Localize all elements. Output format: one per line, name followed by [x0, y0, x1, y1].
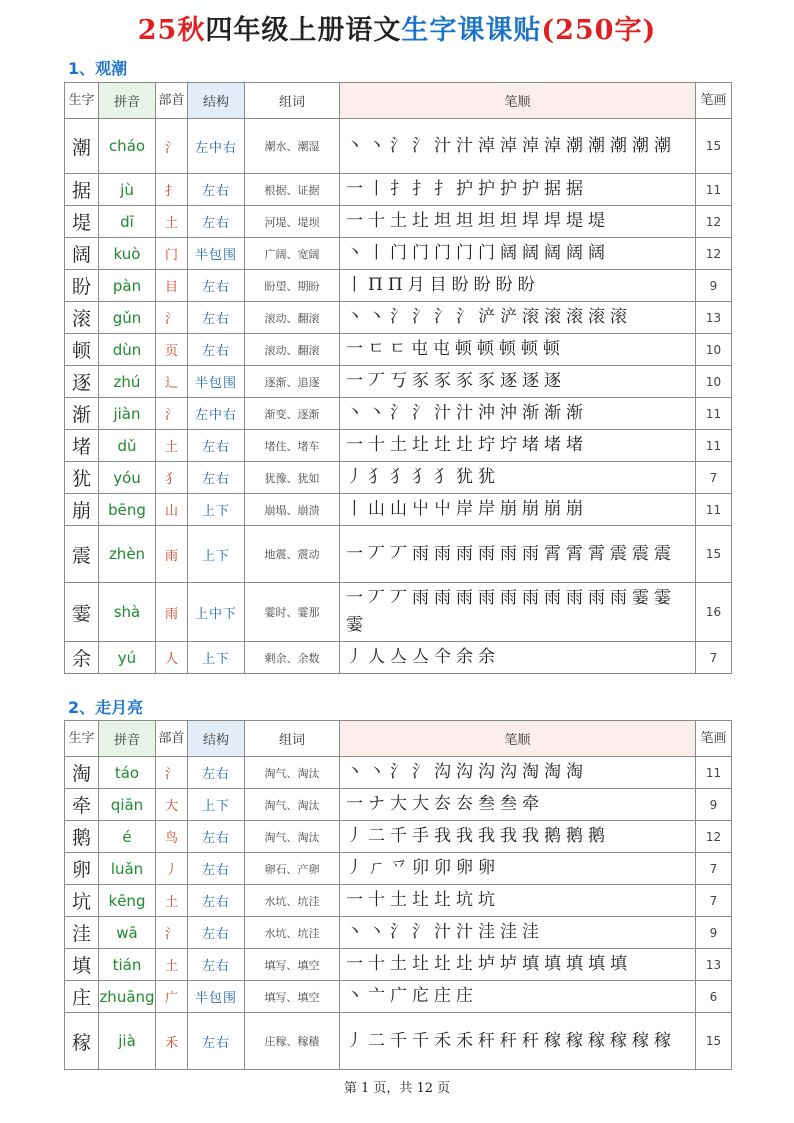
words-cell: 根据、证据	[245, 174, 340, 206]
structure-cell: 上下	[188, 789, 245, 821]
words-cell: 填写、填空	[245, 949, 340, 981]
pinyin-cell: kēng	[99, 885, 156, 917]
title-part-name: 生字课课贴	[401, 15, 542, 46]
header-radical: 部首	[156, 721, 188, 757]
pinyin-cell: luǎn	[99, 853, 156, 885]
radical-cell: 氵	[156, 119, 188, 174]
words-cell: 卵石、产卵	[245, 853, 340, 885]
stroke-count-cell: 7	[696, 462, 732, 494]
char-cell: 滚	[65, 302, 99, 334]
structure-cell: 左右	[188, 885, 245, 917]
char-cell: 卵	[65, 853, 99, 885]
header-char: 生字	[65, 721, 99, 757]
structure-cell: 左右	[188, 206, 245, 238]
table-row	[65, 981, 732, 1013]
structure-cell: 左中右	[188, 398, 245, 430]
radical-cell: 犭	[156, 462, 188, 494]
char-cell: 淘	[65, 757, 99, 789]
stroke-order-cell: 一丆丂豕豕豕豕逐逐逐	[340, 366, 696, 398]
table-row	[65, 334, 732, 366]
stroke-order-cell: 一丆丆雨雨雨雨雨雨霄霄霄震震震	[340, 526, 696, 583]
table-header-row	[65, 83, 732, 119]
pinyin-cell: gǔn	[99, 302, 156, 334]
pinyin-cell: qiān	[99, 789, 156, 821]
stroke-order-cell: 丶丶氵氵沟沟沟沟淘淘淘	[340, 757, 696, 789]
radical-cell: 土	[156, 430, 188, 462]
header-words: 组词	[245, 83, 340, 119]
stroke-count-cell: 11	[696, 494, 732, 526]
page-title	[0, 8, 794, 47]
stroke-count-cell: 7	[696, 853, 732, 885]
stroke-order-cell: 丿ㄏ乊卯卯卵卵	[340, 853, 696, 885]
stroke-count-cell: 15	[696, 1013, 732, 1070]
char-cell: 鹅	[65, 821, 99, 853]
stroke-count-cell: 13	[696, 949, 732, 981]
char-cell: 堤	[65, 206, 99, 238]
radical-cell: 页	[156, 334, 188, 366]
stroke-count-cell: 9	[696, 270, 732, 302]
words-cell: 广阔、宽阔	[245, 238, 340, 270]
table-row	[65, 366, 732, 398]
table-row	[65, 302, 732, 334]
char-cell: 顿	[65, 334, 99, 366]
words-cell: 崩塌、崩溃	[245, 494, 340, 526]
char-cell: 稼	[65, 1013, 99, 1070]
pinyin-cell: táo	[99, 757, 156, 789]
words-cell: 淘气、淘汰	[245, 821, 340, 853]
page-footer: 第 1 页，共 12 页	[343, 1081, 451, 1096]
radical-cell: 氵	[156, 302, 188, 334]
stroke-order-cell: 丨ΠΠ月目盼盼盼盼	[340, 270, 696, 302]
radical-cell: 土	[156, 949, 188, 981]
structure-cell: 上下	[188, 526, 245, 583]
stroke-order-cell: 一十土圵坦坦坦坦垾垾堤堤	[340, 206, 696, 238]
structure-cell: 左右	[188, 462, 245, 494]
radical-cell: 氵	[156, 917, 188, 949]
table-row	[65, 238, 732, 270]
structure-cell: 上下	[188, 494, 245, 526]
radical-cell: 目	[156, 270, 188, 302]
radical-cell: 广	[156, 981, 188, 1013]
words-cell: 淘气、淘汰	[245, 757, 340, 789]
table-row	[65, 949, 732, 981]
stroke-count-cell: 9	[696, 917, 732, 949]
table-row	[65, 885, 732, 917]
pinyin-cell: jù	[99, 174, 156, 206]
stroke-count-cell: 7	[696, 642, 732, 674]
radical-cell: 扌	[156, 174, 188, 206]
title-part-count: (250字)	[541, 15, 657, 46]
char-cell: 牵	[65, 789, 99, 821]
structure-cell: 左右	[188, 949, 245, 981]
stroke-count-cell: 15	[696, 119, 732, 174]
radical-cell: 土	[156, 206, 188, 238]
pinyin-cell: jià	[99, 1013, 156, 1070]
structure-cell: 半包围	[188, 366, 245, 398]
stroke-order-cell: 一丆丆雨雨雨雨雨雨雨雨雨雨霎霎霎	[340, 583, 696, 642]
radical-cell: 氵	[156, 757, 188, 789]
structure-cell: 左右	[188, 917, 245, 949]
char-cell: 潮	[65, 119, 99, 174]
section-title: 1、观潮	[68, 59, 128, 78]
pinyin-cell: bēng	[99, 494, 156, 526]
stroke-order-cell: 一十土圵圵坑坑	[340, 885, 696, 917]
stroke-order-cell: 丶丶氵氵汁汁淖淖淖淖潮潮潮潮潮	[340, 119, 696, 174]
char-cell: 洼	[65, 917, 99, 949]
stroke-order-cell: 丶丶氵氵汁汁沖沖渐渐渐	[340, 398, 696, 430]
radical-cell: 大	[156, 789, 188, 821]
header-pinyin: 拼音	[99, 721, 156, 757]
title-part-term: 25秋	[137, 15, 206, 46]
header-stroke-count: 笔画	[696, 721, 732, 757]
table-row	[65, 174, 732, 206]
char-cell: 渐	[65, 398, 99, 430]
words-cell: 水坑、坑洼	[245, 885, 340, 917]
stroke-count-cell: 11	[696, 398, 732, 430]
pinyin-cell: cháo	[99, 119, 156, 174]
table-row	[65, 462, 732, 494]
header-pinyin: 拼音	[99, 83, 156, 119]
structure-cell: 上下	[188, 642, 245, 674]
structure-cell: 左右	[188, 821, 245, 853]
stroke-count-cell: 6	[696, 981, 732, 1013]
pinyin-cell: dǔ	[99, 430, 156, 462]
words-cell: 庄稼、稼穑	[245, 1013, 340, 1070]
table-row	[65, 789, 732, 821]
words-cell: 霎时、霎那	[245, 583, 340, 642]
radical-cell: 人	[156, 642, 188, 674]
table-row	[65, 642, 732, 674]
words-cell: 滚动、翻滚	[245, 302, 340, 334]
stroke-order-cell: 丶亠广庀庄庄	[340, 981, 696, 1013]
structure-cell: 左右	[188, 270, 245, 302]
radical-cell: 雨	[156, 583, 188, 642]
pinyin-cell: tián	[99, 949, 156, 981]
stroke-count-cell: 9	[696, 789, 732, 821]
header-structure: 结构	[188, 83, 245, 119]
stroke-order-cell: 一丨扌扌扌护护护护据据	[340, 174, 696, 206]
header-radical: 部首	[156, 83, 188, 119]
title-part-grade: 四年级上册语文	[205, 15, 402, 46]
stroke-order-cell: 丶丶氵氵汁汁洼洼洼	[340, 917, 696, 949]
char-cell: 盼	[65, 270, 99, 302]
stroke-count-cell: 7	[696, 885, 732, 917]
words-cell: 渐变、逐渐	[245, 398, 340, 430]
header-char: 生字	[65, 83, 99, 119]
table-row	[65, 526, 732, 583]
table-row	[65, 757, 732, 789]
structure-cell: 上中下	[188, 583, 245, 642]
pinyin-cell: wā	[99, 917, 156, 949]
table-row	[65, 398, 732, 430]
char-cell: 据	[65, 174, 99, 206]
stroke-count-cell: 15	[696, 526, 732, 583]
stroke-count-cell: 13	[696, 302, 732, 334]
table-row	[65, 494, 732, 526]
words-cell: 潮水、潮湿	[245, 119, 340, 174]
stroke-order-cell: 一ㄷㄷ屯屯顿顿顿顿顿	[340, 334, 696, 366]
table-row	[65, 917, 732, 949]
stroke-order-cell: 一ナ大大厺厺叁叁牵	[340, 789, 696, 821]
header-stroke-order: 笔顺	[340, 721, 696, 757]
radical-cell: 山	[156, 494, 188, 526]
char-cell: 崩	[65, 494, 99, 526]
header-stroke-count: 笔画	[696, 83, 732, 119]
stroke-order-cell: 丶丨门门门门门阔阔阔阔阔	[340, 238, 696, 270]
structure-cell: 左右	[188, 302, 245, 334]
words-cell: 剩余、余数	[245, 642, 340, 674]
pinyin-cell: zhuāng	[99, 981, 156, 1013]
pinyin-cell: zhèn	[99, 526, 156, 583]
table-header-row	[65, 721, 732, 757]
structure-cell: 左右	[188, 334, 245, 366]
radical-cell: 辶	[156, 366, 188, 398]
stroke-count-cell: 10	[696, 334, 732, 366]
char-cell: 填	[65, 949, 99, 981]
words-cell: 堵住、堵车	[245, 430, 340, 462]
structure-cell: 左右	[188, 853, 245, 885]
table-row	[65, 583, 732, 642]
structure-cell: 半包围	[188, 238, 245, 270]
pinyin-cell: é	[99, 821, 156, 853]
words-cell: 淘气、淘汰	[245, 789, 340, 821]
pinyin-cell: yú	[99, 642, 156, 674]
char-cell: 阔	[65, 238, 99, 270]
stroke-order-cell: 一十土圵圵圵坾坾堵堵堵	[340, 430, 696, 462]
table-row	[65, 1013, 732, 1070]
pinyin-cell: dī	[99, 206, 156, 238]
char-cell: 犹	[65, 462, 99, 494]
structure-cell: 左右	[188, 174, 245, 206]
stroke-order-cell: 丨山山屮屮岸岸崩崩崩崩	[340, 494, 696, 526]
pinyin-cell: yóu	[99, 462, 156, 494]
char-table	[64, 82, 732, 674]
stroke-count-cell: 16	[696, 583, 732, 642]
stroke-order-cell: 丿二千千禾禾秆秆秆稼稼稼稼稼稼	[340, 1013, 696, 1070]
table-row	[65, 270, 732, 302]
pinyin-cell: shà	[99, 583, 156, 642]
header-stroke-order: 笔顺	[340, 83, 696, 119]
stroke-count-cell: 11	[696, 174, 732, 206]
structure-cell: 左右	[188, 430, 245, 462]
radical-cell: 土	[156, 885, 188, 917]
structure-cell: 左右	[188, 1013, 245, 1070]
char-cell: 震	[65, 526, 99, 583]
char-cell: 余	[65, 642, 99, 674]
stroke-count-cell: 11	[696, 430, 732, 462]
char-cell: 坑	[65, 885, 99, 917]
char-table	[64, 720, 732, 1070]
table-row	[65, 430, 732, 462]
char-cell: 庄	[65, 981, 99, 1013]
words-cell: 地震、震动	[245, 526, 340, 583]
radical-cell: 禾	[156, 1013, 188, 1070]
stroke-order-cell: 丿人亼亼仐余余	[340, 642, 696, 674]
words-cell: 逐渐、追逐	[245, 366, 340, 398]
pinyin-cell: kuò	[99, 238, 156, 270]
words-cell: 填写、填空	[245, 981, 340, 1013]
table-row	[65, 119, 732, 174]
words-cell: 滚动、翻滚	[245, 334, 340, 366]
structure-cell: 半包围	[188, 981, 245, 1013]
words-cell: 盼望、期盼	[245, 270, 340, 302]
stroke-count-cell: 12	[696, 238, 732, 270]
pinyin-cell: zhú	[99, 366, 156, 398]
stroke-order-cell: 丿犭犭犭犭犹犹	[340, 462, 696, 494]
radical-cell: 丿	[156, 853, 188, 885]
structure-cell: 左右	[188, 757, 245, 789]
table-row	[65, 206, 732, 238]
table-row	[65, 821, 732, 853]
words-cell: 河堤、堤坝	[245, 206, 340, 238]
words-cell: 水坑、坑洼	[245, 917, 340, 949]
stroke-count-cell: 11	[696, 757, 732, 789]
stroke-count-cell: 12	[696, 206, 732, 238]
pinyin-cell: dùn	[99, 334, 156, 366]
header-structure: 结构	[188, 721, 245, 757]
char-cell: 逐	[65, 366, 99, 398]
stroke-order-cell: 丶丶氵氵氵氵浐浐滚滚滚滚滚	[340, 302, 696, 334]
structure-cell: 左中右	[188, 119, 245, 174]
table-row	[65, 853, 732, 885]
radical-cell: 雨	[156, 526, 188, 583]
stroke-order-cell: 一十土圵圵圵垆垆填填填填填	[340, 949, 696, 981]
stroke-count-cell: 12	[696, 821, 732, 853]
words-cell: 犹豫、犹如	[245, 462, 340, 494]
stroke-count-cell: 10	[696, 366, 732, 398]
pinyin-cell: pàn	[99, 270, 156, 302]
radical-cell: 鸟	[156, 821, 188, 853]
radical-cell: 氵	[156, 398, 188, 430]
stroke-order-cell: 丿二千手我我我我我鹅鹅鹅	[340, 821, 696, 853]
char-cell: 堵	[65, 430, 99, 462]
radical-cell: 门	[156, 238, 188, 270]
char-cell: 霎	[65, 583, 99, 642]
section-title: 2、走月亮	[68, 698, 144, 717]
pinyin-cell: jiàn	[99, 398, 156, 430]
header-words: 组词	[245, 721, 340, 757]
